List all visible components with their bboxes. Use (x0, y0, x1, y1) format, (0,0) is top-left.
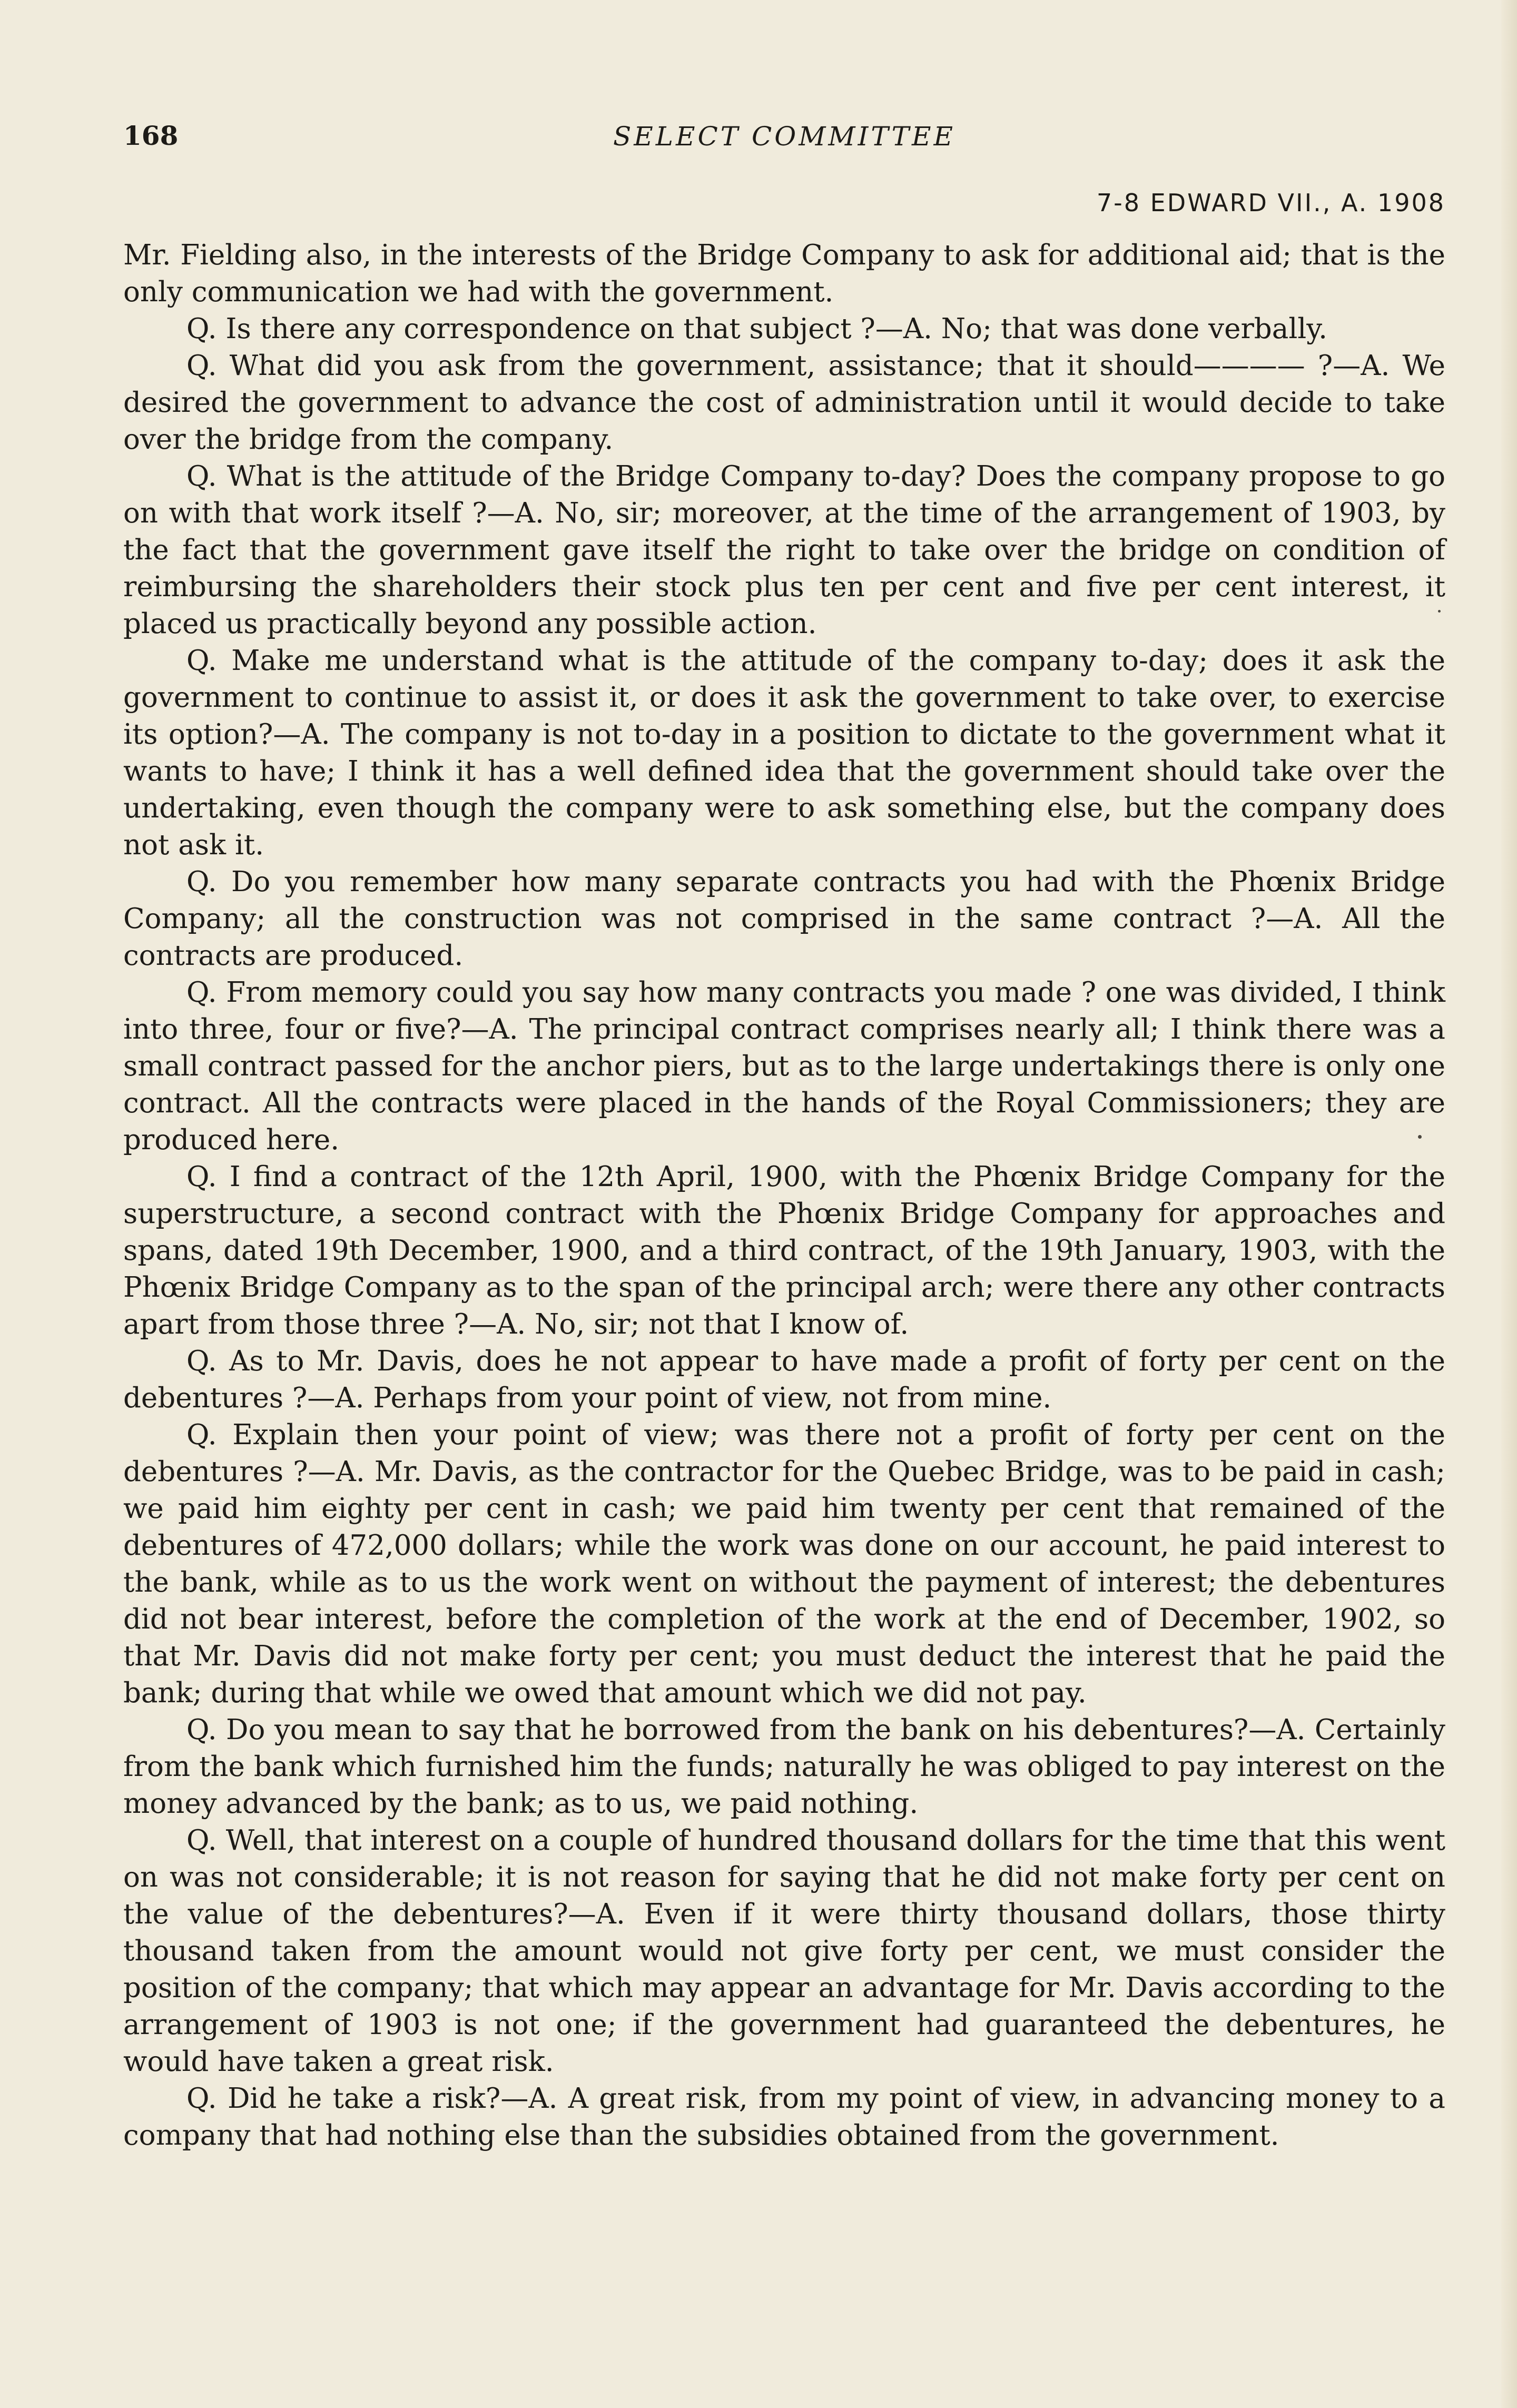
paragraph: Q. I find a contract of the 12th April, 1900, with the Phœnix Bridge Company for the superstructure, a second contract with the Phœnix Bridge Company for approaches and spans, dated 19th December, 1900, and a third contract, of the 19th January, 1903, with the Phœnix Bridge Company as to the span of the principal arch; were there any other contracts apart from those three ?—A. No, sir; not that I know of. (123, 1161, 1445, 1340)
page-edge (1501, 0, 1517, 2408)
ink-speck (1418, 1135, 1422, 1139)
testimony-text (123, 237, 1445, 2154)
paragraph: Q. Make me understand what is the attitude of the company to-day; does it ask the government to continue to assist it, or does it ask the government to take over, to exercise its option?—A. The company is not to-day in a position to dictate to the government what it wants to have; I think it has a well defined idea that the government should take over the undertaking, even though the company were to ask something else, but the company does not ask it. (123, 645, 1445, 861)
paragraph: Mr. Fielding also, in the interests of the Bridge Company to ask for additional aid; that is the only communication we had with the government. (123, 239, 1445, 308)
page-number: 168 (123, 120, 179, 151)
paragraph: Q. Do you remember how many separate contracts you had with the Phœnix Bridge Company; all the construction was not comprised in the same contract ?—A. All the contracts are produced. (123, 866, 1445, 972)
paragraph: Q. Explain then your point of view; was there not a profit of forty per cent on the debentures ?—A. Mr. Davis, as the contractor for the Quebec Bridge, was to be paid in cash; we paid him eighty per cent in cash; we paid him twenty per cent that remained of the debentures of 472,000 dollars; while the work was done on our account, he paid interest to the bank, while as to us the work went on without the payment of interest; the debentures did not bear interest, before the completion of the work at the end of December, 1902, so that Mr. Davis did not make forty per cent; you must deduct the interest that he paid the bank; during that while we owed that amount which we did not pay. (123, 1419, 1445, 1709)
paragraph: Q. As to Mr. Davis, does he not appear to have made a profit of forty per cent on the debentures ?—A. Perhaps from your point of view, not from mine. (123, 1345, 1445, 1414)
ink-speck (1438, 610, 1441, 613)
paragraph: Q. Do you mean to say that he borrowed from the bank on his debentures?—A. Certainly from the bank which furnished him the funds; naturally he was obliged to pay interest on the money advanced by the bank; as to us, we paid nothing. (123, 1714, 1445, 1820)
paragraph: Q. What is the attitude of the Bridge Company to-day? Does the company propose to go on with that work itself ?—A. No, sir; moreover, at the time of the arrangement of 1903, by the fact that the government gave itself the right to take over the bridge on condition of reimbursing the shareholders their stock plus ten per cent and five per cent interest, it placed us practically beyond any possible action. (123, 460, 1445, 640)
paragraph: Q. Did he take a risk?—A. A great risk, from my point of view, in advancing money to a company that had nothing else than the subsidies obtained from the government. (123, 2083, 1445, 2152)
paragraph: Q. Well, that interest on a couple of hundred thousand dollars for the time that this went on was not considerable; it is not reason for saying that he did not make forty per cent on the value of the debentures?—A. Even if it were thirty thousand dollars, those thirty thousand taken from the amount would not give forty per cent, we must consider the position of the company; that which may appear an advantage for Mr. Davis according to the arrangement of 1903 is not one; if the government had guaranteed the debentures, he would have taken a great risk. (123, 1824, 1445, 2078)
paragraph: Q. What did you ask from the government, assistance; that it should———— ?—A. We desired the government to advance the cost of administration until it would decide to take over the bridge from the company. (123, 350, 1445, 456)
running-title: SELECT COMMITTEE (613, 121, 955, 152)
session-reference: 7-8 EDWARD VII., A. 1908 (1096, 189, 1445, 217)
page-header (123, 120, 1445, 217)
paragraph: Q. From memory could you say how many contracts you made ? one was divided, I think into three, four or five?—A. The principal contract comprises nearly all; I think there was a small contract passed for the anchor piers, but as to the large undertakings there is only one contract. All the contracts were placed in the hands of the Royal Commissioners; they are produced here. (123, 976, 1445, 1156)
paragraph: Q. Is there any correspondence on that subject ?—A. No; that was done verbally. (186, 313, 1327, 345)
